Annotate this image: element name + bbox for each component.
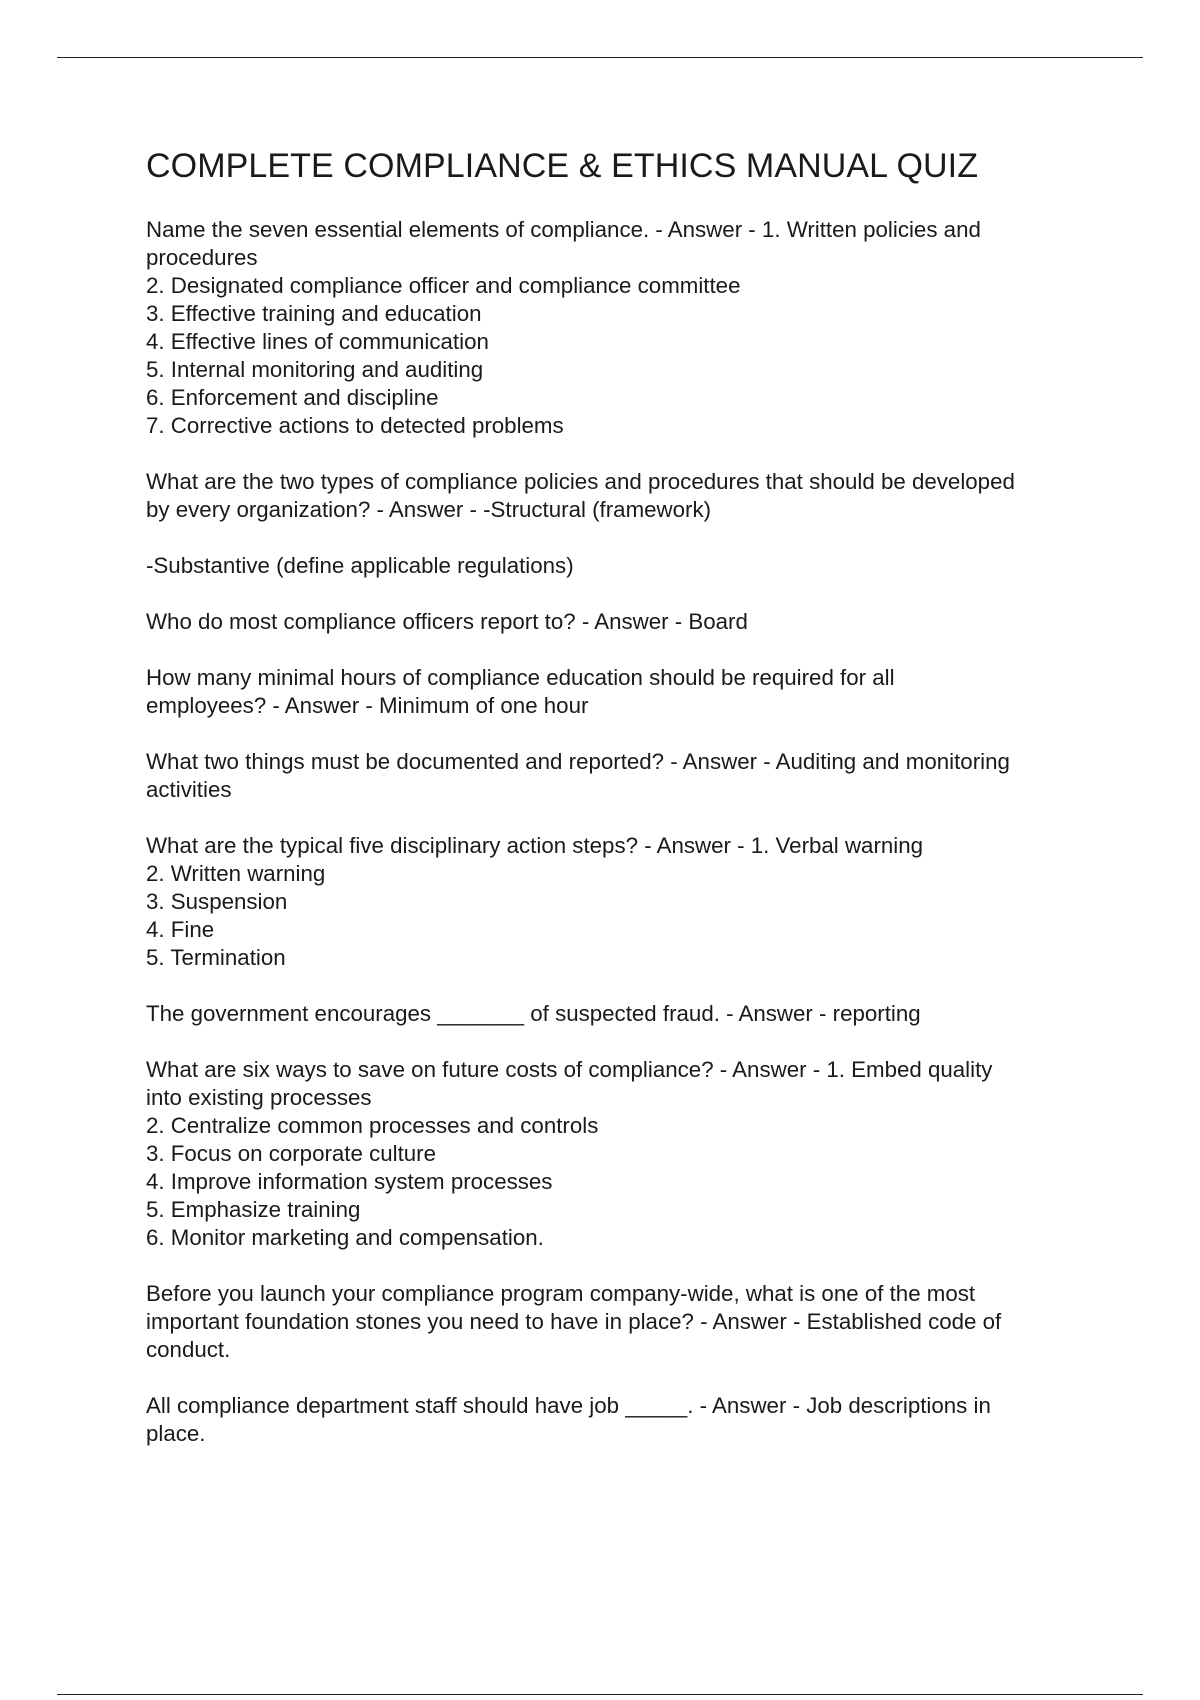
qa-line: 2. Designated compliance officer and compliance committee <box>146 273 741 298</box>
document-title: COMPLETE COMPLIANCE & ETHICS MANUAL QUIZ <box>146 147 979 185</box>
qa-line: 3. Effective training and education <box>146 301 482 326</box>
qa-line: 5. Emphasize training <box>146 1197 361 1222</box>
qa-line: into existing processes <box>146 1085 372 1110</box>
qa-line: The government encourages _______ of suspected fraud. - Answer - reporting <box>146 1001 921 1026</box>
qa-line: Before you launch your compliance program company-wide, what is one of the most <box>146 1281 976 1306</box>
qa-line: place. <box>146 1421 206 1446</box>
qa-line: 2. Centralize common processes and controls <box>146 1113 599 1138</box>
qa-line: important foundation stones you need to have in place? - Answer - Established code of <box>146 1309 1002 1334</box>
qa-line: All compliance department staff should have job _____. - Answer - Job descriptions in <box>146 1393 991 1418</box>
qa-line: 4. Effective lines of communication <box>146 329 489 354</box>
qa-block <box>146 1056 1106 1252</box>
qa-line: 6. Enforcement and discipline <box>146 385 439 410</box>
qa-line: What two things must be documented and reported? - Answer - Auditing and monitoring <box>146 749 1010 774</box>
qa-line: conduct. <box>146 1337 231 1362</box>
qa-block <box>146 608 1106 636</box>
qa-block <box>146 1280 1106 1364</box>
qa-line: 6. Monitor marketing and compensation. <box>146 1225 544 1250</box>
qa-line: What are six ways to save on future costs of compliance? - Answer - 1. Embed quality <box>146 1057 993 1082</box>
document-page <box>146 142 1106 1476</box>
qa-line: 2. Written warning <box>146 861 326 886</box>
qa-line: -Substantive (define applicable regulations) <box>146 553 574 578</box>
qa-line: activities <box>146 777 232 802</box>
qa-line: 4. Fine <box>146 917 215 942</box>
qa-block <box>146 832 1106 972</box>
qa-block <box>146 468 1106 524</box>
qa-block <box>146 216 1106 440</box>
qa-line: by every organization? - Answer - -Structural (framework) <box>146 497 712 522</box>
top-rule <box>57 57 1143 58</box>
qa-block <box>146 552 1106 580</box>
qa-line: 4. Improve information system processes <box>146 1169 553 1194</box>
qa-line: What are the two types of compliance policies and procedures that should be developed <box>146 469 1015 494</box>
qa-block <box>146 1392 1106 1448</box>
qa-line: Name the seven essential elements of compliance. - Answer - 1. Written policies and <box>146 217 981 242</box>
qa-line: 5. Internal monitoring and auditing <box>146 357 484 382</box>
qa-block <box>146 748 1106 804</box>
qa-line: What are the typical five disciplinary action steps? - Answer - 1. Verbal warning <box>146 833 924 858</box>
qa-line: 3. Focus on corporate culture <box>146 1141 437 1166</box>
qa-line: 3. Suspension <box>146 889 288 914</box>
qa-line: How many minimal hours of compliance education should be required for all <box>146 665 895 690</box>
qa-block <box>146 1000 1106 1028</box>
qa-line: 5. Termination <box>146 945 286 970</box>
qa-block <box>146 664 1106 720</box>
bottom-rule <box>57 1694 1143 1695</box>
qa-line: 7. Corrective actions to detected problems <box>146 413 564 438</box>
qa-line: employees? - Answer - Minimum of one hour <box>146 693 589 718</box>
qa-line: procedures <box>146 245 258 270</box>
qa-line: Who do most compliance officers report to? - Answer - Board <box>146 609 748 634</box>
